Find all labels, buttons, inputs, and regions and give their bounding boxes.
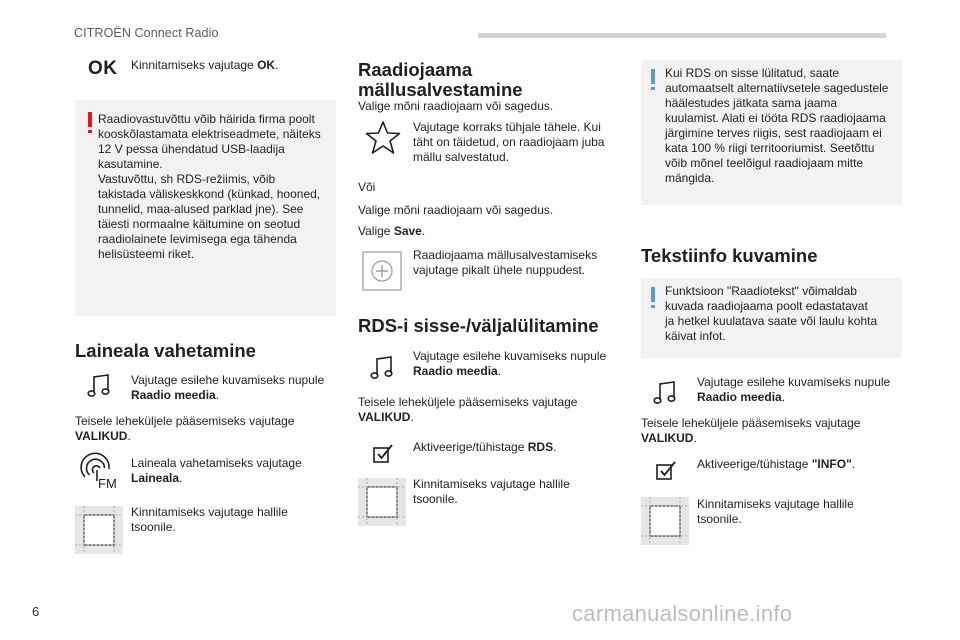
rds-info-text: Kui RDS on sisse lülitatud, saate automaatselt alternatiivsetele sagedustele häälestudes jätkata sama jaama kuulamist. Alati ei tööta RDS raadiojaama järgimine terves riigis, sest raadiojaam ei kata 100 % riigi territooriumist. Seetõttu võib mõnel teelõigul raadiojaam mitte mängida. <box>665 66 889 185</box>
rds-step2: Aktiveerige/tühistage RDS. <box>413 440 557 454</box>
section-heading-band: Laineala vahetamine <box>75 340 256 361</box>
band-step1: Vajutage esilehe kuvamiseks nupule Raadio meedia. <box>131 373 325 402</box>
section-heading-text-info: Tekstiinfo kuvamine <box>641 245 818 266</box>
text-info-step2: Aktiveerige/tühistage "INFO". <box>697 457 856 471</box>
rds-info-note <box>641 60 902 205</box>
ok-icon: OK <box>88 58 118 79</box>
fm-band-icon <box>79 451 121 491</box>
grey-zone-icon <box>75 506 123 554</box>
warning-note <box>75 100 336 316</box>
band-step2: Laineala vahetamiseks vajutage Laineala. <box>131 456 302 485</box>
memory-plus-text: Raadiojaama mällusalvestamiseks vajutage pikalt ühele nuppudest. <box>413 248 598 277</box>
watermark: carmanualsonline.info <box>572 601 793 626</box>
text-info-note <box>641 278 902 358</box>
info-icon <box>651 287 655 302</box>
text-info-step3: Kinnitamiseks vajutage hallile tsoonile. <box>697 497 854 526</box>
text-info-options-para: Teisele leheküljele pääsemiseks vajutage VALIKUD. <box>641 416 861 445</box>
svg-text:FM: FM <box>98 476 117 491</box>
checkbox-icon <box>372 442 394 464</box>
memory-or: Või <box>358 180 376 194</box>
ok-instruction: Kinnitamiseks vajutage OK. <box>131 58 279 72</box>
warning-icon <box>88 112 92 127</box>
memory-star-text: Vajutage korraks tühjale tähele. Kui täht on täidetud, on raadiojaam juba mällu salvestatud. <box>413 120 605 164</box>
rds-options-para: Teisele leheküljele pääsemiseks vajutage VALIKUD. <box>358 395 578 424</box>
music-note-icon <box>652 380 678 406</box>
info-icon <box>651 69 655 84</box>
text-info-step1: Vajutage esilehe kuvamiseks nupule Raadio meedia. <box>697 375 891 404</box>
band-step3: Kinnitamiseks vajutage hallile tsoonile. <box>131 505 288 534</box>
grey-zone-icon <box>358 478 406 526</box>
section-heading-memory: Raadiojaama mällusalvestamine <box>358 59 523 100</box>
page-number: 6 <box>32 604 40 619</box>
music-note-icon <box>369 355 395 381</box>
text-info-text: Funktsioon "Raadiotekst" võimaldab kuvada raadiojaama poolt edastatavat ja hetkel kuulatava saate või laulu kohta käivat infot. <box>665 284 878 343</box>
header-rule <box>478 33 886 38</box>
plus-icon <box>362 251 402 291</box>
star-icon <box>364 120 402 156</box>
memory-intro2: Valige mõni raadiojaam või sagedus. <box>358 203 554 217</box>
grey-zone-icon <box>641 497 689 545</box>
rds-step3: Kinnitamiseks vajutage hallile tsoonile. <box>413 477 570 506</box>
running-header: CITROËN Connect Radio <box>74 26 219 40</box>
music-note-icon <box>86 373 112 399</box>
section-heading-rds: RDS-i sisse-/väljalülitamine <box>358 315 599 336</box>
warning-text: Raadiovastuvõttu võib häirida firma poolt kooskõlastamata elektriseadmete, näiteks 12 V pessa ühendatud USB-laadija kasutamine. Vastuvõttu, sh RDS-režiimis, võib takistada väliskeskkond (künkad, hooned, tunnelid, maa-alused parklad jne). See täiesti normaalne käitumine on seotud raadiolainete levimisega ega tähenda helisüsteemi riket. <box>98 112 321 261</box>
checkbox-icon <box>655 459 677 481</box>
band-options-para: Teisele leheküljele pääsemiseks vajutage VALIKUD. <box>75 414 295 443</box>
rds-step1: Vajutage esilehe kuvamiseks nupule Raadio meedia. <box>413 349 607 378</box>
memory-intro: Valige mõni raadiojaam või sagedus. <box>358 99 554 113</box>
memory-select-save: Valige Save. <box>358 224 426 238</box>
